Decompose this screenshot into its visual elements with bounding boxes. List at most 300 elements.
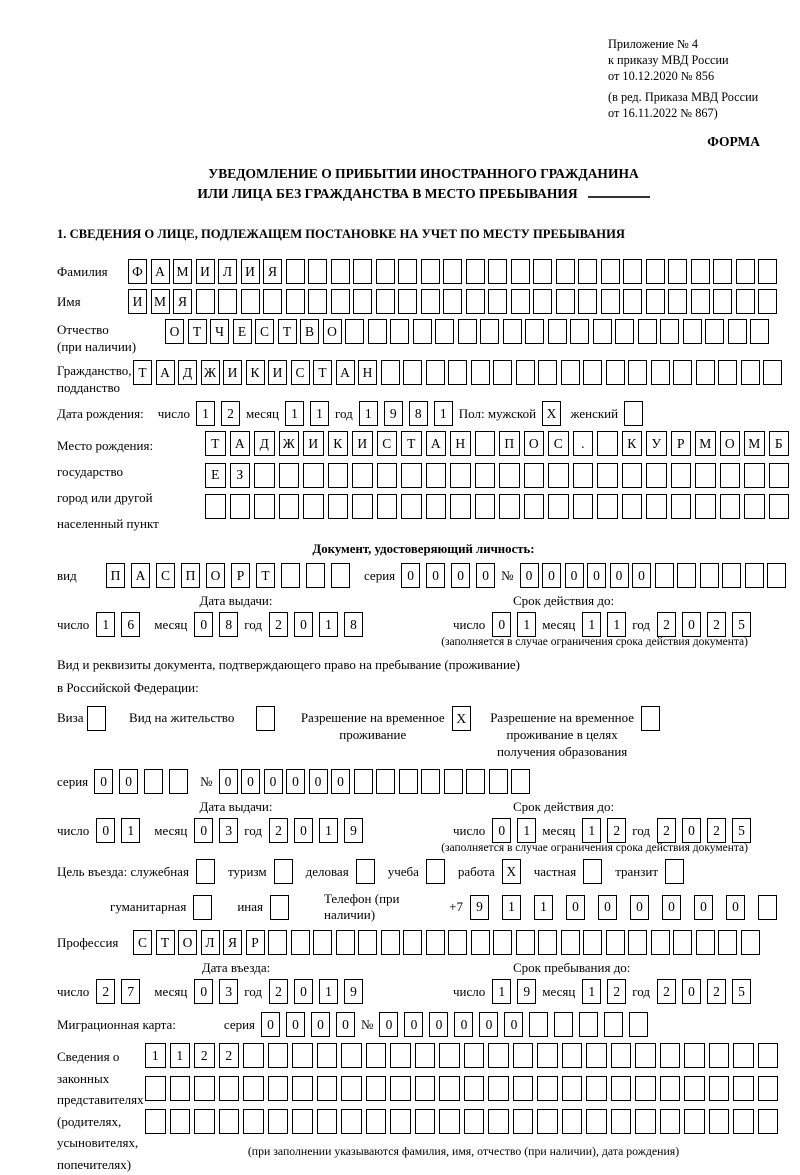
char-box[interactable] [722,563,741,588]
char-box[interactable] [368,319,387,344]
char-box[interactable] [471,930,490,955]
char-box[interactable]: 1 [121,818,140,843]
char-box[interactable]: 0 [331,769,350,794]
char-box[interactable]: С [291,360,310,385]
char-box[interactable]: А [131,563,150,588]
char-box[interactable]: С [255,319,274,344]
char-box[interactable] [691,259,710,284]
char-box[interactable] [448,930,467,955]
char-box[interactable]: 9 [384,401,403,426]
char-box[interactable]: 0 [309,769,328,794]
char-box[interactable] [352,494,373,519]
char-box[interactable] [292,1043,313,1068]
char-box[interactable] [317,1109,338,1134]
char-box[interactable] [709,1043,730,1068]
char-box[interactable]: А [156,360,175,385]
char-box[interactable]: 5 [732,979,751,1004]
char-box[interactable]: Л [201,930,220,955]
char-box[interactable] [488,1109,509,1134]
char-box[interactable] [733,1043,754,1068]
char-box[interactable] [464,1109,485,1134]
char-box[interactable]: 0 [311,1012,330,1037]
char-box[interactable] [435,319,454,344]
char-box[interactable]: 1 [492,979,511,1004]
checkbox-purpose-private[interactable] [583,859,602,884]
char-box[interactable] [281,563,300,588]
char-box[interactable]: Л [218,259,237,284]
char-box[interactable]: 0 [261,1012,280,1037]
char-box[interactable] [499,463,520,488]
char-box[interactable] [635,1109,656,1134]
checkbox-sex-male[interactable]: X [542,401,561,426]
char-box[interactable] [671,463,692,488]
char-box[interactable] [331,289,350,314]
char-box[interactable] [218,289,237,314]
char-box[interactable] [292,1109,313,1134]
char-box[interactable]: К [622,431,643,456]
char-box[interactable] [464,1043,485,1068]
char-box[interactable] [415,1043,436,1068]
char-box[interactable] [728,319,747,344]
char-box[interactable]: 1 [534,895,553,920]
char-box[interactable]: 1 [196,401,215,426]
char-box[interactable] [623,289,642,314]
char-box[interactable] [763,360,782,385]
char-box[interactable]: 0 [492,612,511,637]
char-box[interactable]: 2 [219,1043,240,1068]
char-box[interactable] [691,289,710,314]
char-box[interactable] [537,1109,558,1134]
char-box[interactable] [562,1043,583,1068]
char-box[interactable] [629,1012,648,1037]
char-box[interactable] [556,259,575,284]
char-box[interactable]: 0 [504,1012,523,1037]
char-box[interactable] [638,319,657,344]
char-box[interactable]: 9 [517,979,536,1004]
char-box[interactable] [241,289,260,314]
char-box[interactable]: 0 [479,1012,498,1037]
char-box[interactable] [611,1043,632,1068]
char-box[interactable] [450,494,471,519]
char-box[interactable] [573,463,594,488]
char-box[interactable]: 0 [194,979,213,1004]
char-box[interactable]: 0 [264,769,283,794]
char-box[interactable] [744,494,765,519]
checkbox-temp-residence[interactable]: X [452,706,471,731]
checkbox-temp-residence-edu[interactable] [641,706,660,731]
char-box[interactable] [548,494,569,519]
char-box[interactable]: 6 [121,612,140,637]
char-box[interactable] [741,930,760,955]
char-box[interactable]: 0 [682,612,701,637]
char-box[interactable] [769,463,790,488]
char-box[interactable] [696,930,715,955]
char-box[interactable] [511,259,530,284]
char-box[interactable]: Н [358,360,377,385]
char-box[interactable] [366,1076,387,1101]
char-box[interactable] [403,930,422,955]
char-box[interactable] [308,259,327,284]
char-box[interactable]: Р [231,563,250,588]
char-box[interactable] [573,494,594,519]
char-box[interactable]: Т [188,319,207,344]
char-box[interactable] [390,1076,411,1101]
char-box[interactable]: 2 [269,979,288,1004]
char-box[interactable]: 2 [707,979,726,1004]
char-box[interactable] [341,1043,362,1068]
char-box[interactable] [529,1012,548,1037]
char-box[interactable]: И [303,431,324,456]
char-box[interactable] [464,1076,485,1101]
char-box[interactable] [303,494,324,519]
char-box[interactable]: 0 [520,563,539,588]
char-box[interactable] [144,769,163,794]
char-box[interactable] [390,319,409,344]
char-box[interactable] [718,360,737,385]
char-box[interactable] [578,289,597,314]
char-box[interactable] [263,289,282,314]
char-box[interactable] [448,360,467,385]
char-box[interactable]: 1 [285,401,304,426]
char-box[interactable] [503,319,522,344]
char-box[interactable]: А [151,259,170,284]
char-box[interactable]: Ч [210,319,229,344]
char-box[interactable] [604,1012,623,1037]
char-box[interactable] [736,259,755,284]
char-box[interactable] [415,1109,436,1134]
char-box[interactable] [718,930,737,955]
char-box[interactable]: 0 [694,895,713,920]
char-box[interactable] [583,360,602,385]
char-box[interactable] [695,494,716,519]
char-box[interactable] [328,494,349,519]
char-box[interactable] [341,1076,362,1101]
char-box[interactable]: Ж [201,360,220,385]
char-box[interactable] [444,769,463,794]
char-box[interactable] [194,1076,215,1101]
char-box[interactable] [597,431,618,456]
char-box[interactable]: 0 [451,563,470,588]
char-box[interactable] [741,360,760,385]
char-box[interactable] [205,494,226,519]
char-box[interactable] [366,1109,387,1134]
char-box[interactable]: 0 [294,979,313,1004]
char-box[interactable] [696,360,715,385]
char-box[interactable] [720,463,741,488]
char-box[interactable] [488,289,507,314]
char-box[interactable]: Н [450,431,471,456]
char-box[interactable] [254,494,275,519]
char-box[interactable] [513,1043,534,1068]
char-box[interactable] [668,259,687,284]
char-box[interactable]: 2 [96,979,115,1004]
char-box[interactable]: Б [769,431,790,456]
char-box[interactable]: 2 [607,818,626,843]
char-box[interactable] [720,494,741,519]
char-box[interactable]: 9 [344,818,363,843]
char-box[interactable] [358,930,377,955]
char-box[interactable]: Я [173,289,192,314]
char-box[interactable] [376,289,395,314]
char-box[interactable] [170,1076,191,1101]
char-box[interactable]: 3 [219,979,238,1004]
char-box[interactable] [366,1043,387,1068]
char-box[interactable]: 8 [409,401,428,426]
char-box[interactable]: 0 [587,563,606,588]
char-box[interactable]: 0 [194,612,213,637]
char-box[interactable] [145,1109,166,1134]
char-box[interactable] [524,494,545,519]
char-box[interactable]: Р [671,431,692,456]
char-box[interactable] [268,1109,289,1134]
char-box[interactable] [313,930,332,955]
char-box[interactable] [758,1043,779,1068]
char-box[interactable]: 1 [582,818,601,843]
char-box[interactable] [169,769,188,794]
char-box[interactable] [579,1012,598,1037]
char-box[interactable] [622,463,643,488]
char-box[interactable] [733,1076,754,1101]
char-box[interactable] [488,259,507,284]
char-box[interactable]: Р [246,930,265,955]
char-box[interactable] [291,930,310,955]
char-box[interactable] [660,1109,681,1134]
char-box[interactable] [769,494,790,519]
char-box[interactable]: О [178,930,197,955]
char-box[interactable]: 0 [630,895,649,920]
char-box[interactable] [219,1076,240,1101]
char-box[interactable] [758,289,777,314]
char-box[interactable]: 0 [286,1012,305,1037]
char-box[interactable] [439,1043,460,1068]
char-box[interactable] [524,463,545,488]
char-box[interactable]: 0 [336,1012,355,1037]
char-box[interactable] [660,1043,681,1068]
char-box[interactable]: О [720,431,741,456]
char-box[interactable]: К [328,431,349,456]
char-box[interactable] [601,259,620,284]
char-box[interactable]: Ж [279,431,300,456]
char-box[interactable] [443,289,462,314]
char-box[interactable] [426,494,447,519]
char-box[interactable] [439,1076,460,1101]
char-box[interactable]: 0 [566,895,585,920]
char-box[interactable]: 1 [319,612,338,637]
char-box[interactable]: 0 [401,563,420,588]
char-box[interactable]: 0 [565,563,584,588]
char-box[interactable] [194,1109,215,1134]
char-box[interactable] [538,930,557,955]
checkbox-purpose-business[interactable] [356,859,375,884]
char-box[interactable] [398,259,417,284]
char-box[interactable]: П [106,563,125,588]
char-box[interactable]: А [336,360,355,385]
char-box[interactable] [561,930,580,955]
char-box[interactable]: Ф [128,259,147,284]
char-box[interactable]: 0 [294,612,313,637]
char-box[interactable] [713,289,732,314]
char-box[interactable]: И [241,259,260,284]
char-box[interactable] [705,319,724,344]
char-box[interactable]: Д [178,360,197,385]
char-box[interactable]: 0 [476,563,495,588]
char-box[interactable]: 1 [502,895,521,920]
char-box[interactable]: И [268,360,287,385]
char-box[interactable] [352,463,373,488]
char-box[interactable] [243,1076,264,1101]
char-box[interactable] [700,563,719,588]
char-box[interactable]: 0 [379,1012,398,1037]
char-box[interactable] [635,1043,656,1068]
char-box[interactable]: 0 [726,895,745,920]
char-box[interactable]: 1 [359,401,378,426]
char-box[interactable] [403,360,422,385]
char-box[interactable] [254,463,275,488]
char-box[interactable] [651,360,670,385]
char-box[interactable] [651,930,670,955]
char-box[interactable]: 0 [404,1012,423,1037]
char-box[interactable]: 0 [542,563,561,588]
char-box[interactable]: 0 [682,818,701,843]
checkbox-purpose-other[interactable] [270,895,289,920]
char-box[interactable] [292,1076,313,1101]
char-box[interactable]: 1 [310,401,329,426]
char-box[interactable] [570,319,589,344]
char-box[interactable] [450,463,471,488]
char-box[interactable]: 1 [319,818,338,843]
char-box[interactable] [562,1076,583,1101]
char-box[interactable]: П [181,563,200,588]
char-box[interactable] [466,259,485,284]
char-box[interactable]: С [133,930,152,955]
char-box[interactable] [561,360,580,385]
char-box[interactable]: 0 [286,769,305,794]
char-box[interactable] [413,319,432,344]
char-box[interactable] [745,563,764,588]
char-box[interactable] [516,360,535,385]
char-box[interactable] [489,769,508,794]
char-box[interactable] [328,463,349,488]
char-box[interactable] [606,360,625,385]
char-box[interactable]: 0 [454,1012,473,1037]
char-box[interactable]: 0 [426,563,445,588]
char-box[interactable] [537,1043,558,1068]
char-box[interactable]: 0 [610,563,629,588]
char-box[interactable] [668,289,687,314]
char-box[interactable] [377,463,398,488]
checkbox-purpose-tourism[interactable] [274,859,293,884]
char-box[interactable]: 2 [657,612,676,637]
char-box[interactable]: 5 [732,818,751,843]
char-box[interactable]: 1 [582,612,601,637]
char-box[interactable]: О [524,431,545,456]
char-box[interactable]: 5 [732,612,751,637]
char-box[interactable] [695,463,716,488]
char-box[interactable] [538,360,557,385]
char-box[interactable]: А [426,431,447,456]
char-box[interactable]: 2 [657,818,676,843]
char-box[interactable]: 1 [170,1043,191,1068]
char-box[interactable]: 1 [607,612,626,637]
char-box[interactable] [623,259,642,284]
char-box[interactable] [709,1076,730,1101]
char-box[interactable] [513,1109,534,1134]
char-box[interactable] [466,289,485,314]
char-box[interactable] [646,259,665,284]
char-box[interactable] [628,930,647,955]
char-box[interactable] [219,1109,240,1134]
char-box[interactable] [635,1076,656,1101]
char-box[interactable]: О [206,563,225,588]
char-box[interactable] [401,463,422,488]
char-box[interactable] [713,259,732,284]
char-box[interactable]: 9 [344,979,363,1004]
char-box[interactable]: М [744,431,765,456]
char-box[interactable] [493,360,512,385]
char-box[interactable] [758,259,777,284]
checkbox-purpose-official[interactable] [196,859,215,884]
char-box[interactable]: Т [256,563,275,588]
char-box[interactable]: 0 [682,979,701,1004]
char-box[interactable] [377,494,398,519]
char-box[interactable]: М [695,431,716,456]
char-box[interactable] [415,1076,436,1101]
char-box[interactable] [709,1109,730,1134]
checkbox-purpose-transit[interactable] [665,859,684,884]
char-box[interactable] [583,930,602,955]
char-box[interactable] [646,463,667,488]
char-box[interactable] [548,463,569,488]
char-box[interactable]: З [230,463,251,488]
checkbox-visa[interactable] [87,706,106,731]
char-box[interactable]: 2 [221,401,240,426]
char-box[interactable] [308,289,327,314]
char-box[interactable]: 0 [96,818,115,843]
char-box[interactable]: М [151,289,170,314]
char-box[interactable] [673,360,692,385]
char-box[interactable] [353,259,372,284]
char-box[interactable]: Д [254,431,275,456]
char-box[interactable] [268,1076,289,1101]
char-box[interactable] [767,563,786,588]
char-box[interactable] [317,1043,338,1068]
char-box[interactable] [268,930,287,955]
char-box[interactable] [513,1076,534,1101]
char-box[interactable] [533,289,552,314]
char-box[interactable]: С [548,431,569,456]
char-box[interactable]: 1 [517,612,536,637]
char-box[interactable] [426,930,445,955]
char-box[interactable] [615,319,634,344]
char-box[interactable] [586,1076,607,1101]
char-box[interactable]: Я [263,259,282,284]
char-box[interactable] [611,1109,632,1134]
char-box[interactable] [578,259,597,284]
checkbox-purpose-study[interactable] [426,859,445,884]
char-box[interactable]: 0 [119,769,138,794]
char-box[interactable]: Т [156,930,175,955]
char-box[interactable] [488,1076,509,1101]
char-box[interactable]: И [352,431,373,456]
char-box[interactable] [286,259,305,284]
char-box[interactable] [606,930,625,955]
char-box[interactable] [684,1043,705,1068]
char-box[interactable]: 1 [96,612,115,637]
char-box[interactable] [562,1109,583,1134]
char-box[interactable] [475,494,496,519]
char-box[interactable]: И [128,289,147,314]
char-box[interactable] [317,1076,338,1101]
